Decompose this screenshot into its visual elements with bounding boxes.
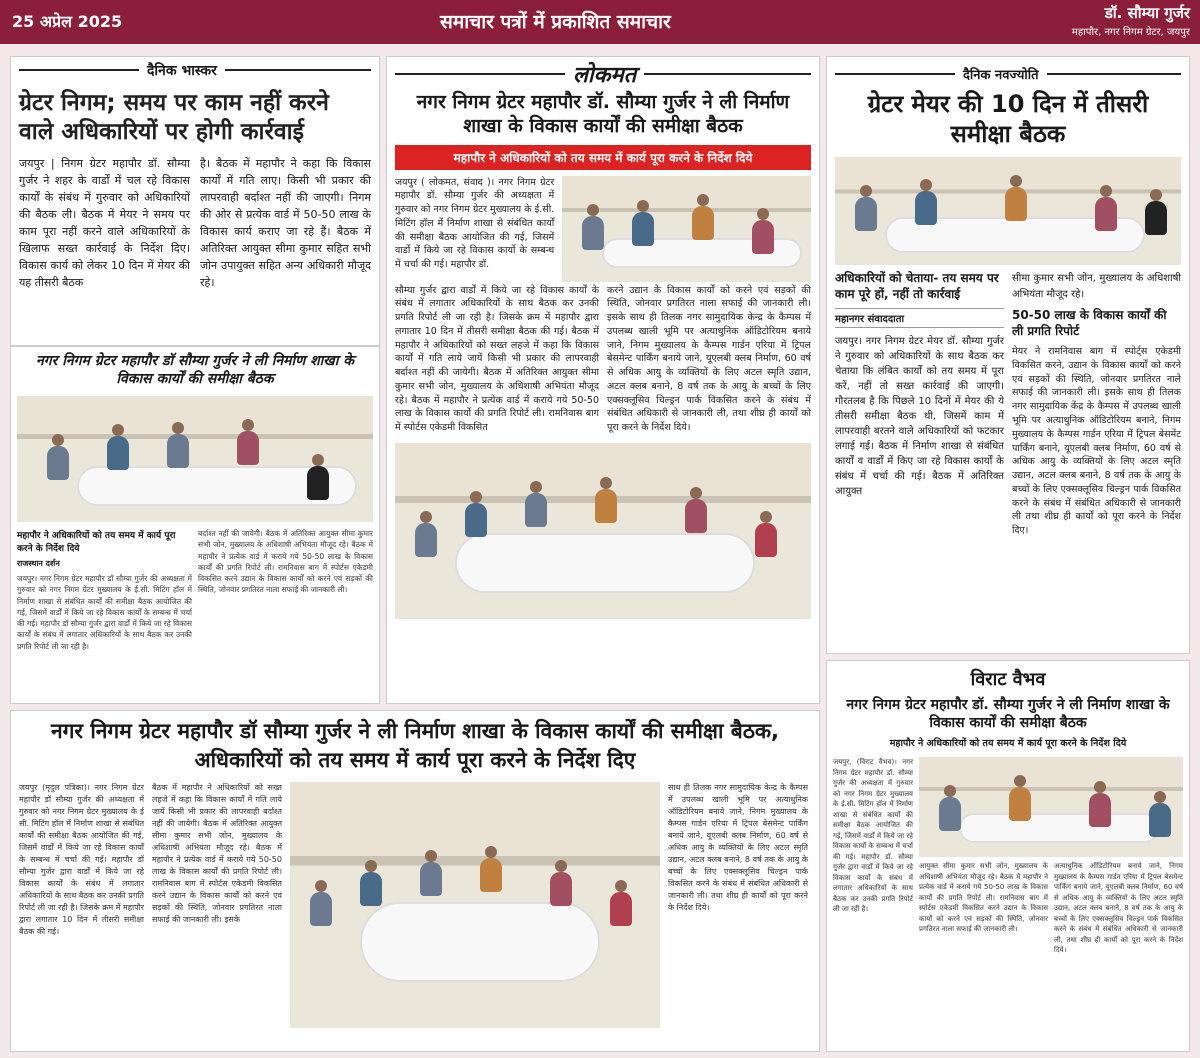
meeting-photo — [290, 782, 660, 1028]
bhaskar-masthead: दैनिक भास्कर — [139, 61, 225, 80]
clipping-lokmat — [386, 56, 820, 704]
navjyoti-subhead1: अधिकारियों को चेताया- तय समय पर काम पूरे हों, नहीं तो कार्रवाई — [835, 271, 999, 301]
bhaskar-headline: ग्रेटर निगम; समय पर काम नहीं करने वाले अधिकारियों पर होगी कार्रवाई — [19, 90, 329, 145]
meeting-photo — [395, 443, 811, 619]
virat-headline: नगर निगम ग्रेटर महापौर डॉ. सौम्या गुर्जर ने ली निर्माण शाखा के विकास कार्यों की समीक्षा बैठक — [846, 697, 1170, 731]
bhaskar-col2: है। बैठक में महापौर ने कहा कि विकास कार्यों में गति लाए। किसी भी प्रकार की लापरवाही बर्दाश्त नहीं की जाएगी। निगम की ओर से प्रत्येक वार्ड में 50-50 लाख के विकास कार्य कराए जा रहे हैं। बैठक में अतिरिक्त आयुक्त सीमा कुमार सहित सभी जोन उपायुक्त सहित अन्य अधिकारी मौजूद रहे। — [200, 156, 371, 289]
header-date: 25 अप्रेल 2025 — [12, 12, 123, 31]
page-header — [0, 0, 1200, 44]
rajasthan-col1: जयपुर। नगर निगम ग्रेटर महापौर डॉ सौम्या गुर्जर की अध्यक्षता में गुरुवार को नगर निगम ग्रेटर मुख्यालय के ई.सी. मिटिंग हॉल में निर्माण शाखा से संबंधित कार्यों की समीक्षा बैठक आयोजित की गई, जिसमें वार्डों में किये जा रहे विकास कार्यों के सम्बन्ध में चर्चा की गई। महापौर डॉ सौम्या गुर्जर द्वारा वार्डों में किये जा रहे विकास कार्यों के संबंध में लगातार अधिकारियों के साथ बैठक कर उनकी प्रगति रिपोर्ट ली जा रही है। — [17, 574, 192, 651]
lokmat-col1: जयपुर ( लोकमत, संवाद )। नगर निगम ग्रेटर महापौर डॉ. सौम्या गुर्जर की अध्यक्षता में गुरुवार को नगर निगम ग्रेटर मुख्यालय के ई.सी. मिटिंग हॉल में निर्माण शाखा से संबंधित कार्यों की समीक्षा बैठक आयोजित की गई, जिसमें वार्डो में किये जा रहे विकास कार्यो के सम्बन्ध में चर्चा की गई। महापौर डॉ. — [395, 176, 555, 271]
mridul-col1: जयपुर (मृदुल पत्रिका)। नगर निगम ग्रेटर महापौर डॉ सौम्या गुर्जर की अध्यक्षता में गुरुवार को नगर निगम ग्रेटर मुख्यालय के ई सी. मिटिंग हॉल में निर्माण शाखा से संबंधित कार्यों की समीक्षा बैठक आयोजित की गई, जिसमें वार्डों में किये जा रहे विकास कार्यों के सम्बन्ध में चर्चा की गई। महापौर डॉ सौम्या गुर्जर द्वारा वार्डों में किये जा रहे विकास कार्यों के संबंध में लगातार अधिकारियों के साथ बैठक कर उनकी प्रगति रिपोर्ट ली जा रही है। जिसके क्रम में महापौर द्वारा लगातार 10 दिन में तीसरी समीक्षा बैठक की गई। — [19, 782, 144, 936]
virat-col3: अत्याधुनिक ऑडिटोरियम बनाये जाने, निगम मुख्यालय के कैम्पस गार्डन एरिया में ट्रिपल बेसमेन्ट पार्किंग बनाये जाने, यूएलबी क्लब निर्माण, 60 वर्ष से अधिक आयु के व्यक्तियों के लिए अटल स्मृति उद्यान, अटल क्लब बनाने, 8 वर्ष तक के आयु के बच्चों के लिए एक्सक्लूसिव चिल्ड्रन पार्क विकसित करने के संबंध में संबंधित अधिकारी से जानकारी ली, तथा शीघ्र ही कार्यों को पूरा करने के निर्देश दिये। — [1054, 862, 1183, 954]
clipping-mridul — [10, 710, 820, 1052]
mridul-headline: नगर निगम ग्रेटर महापौर डॉ सौम्या गुर्जर ने ली निर्माण शाखा के विकास कार्यों की समीक्षा बैठक, अधिकारियों को तय समय में कार्य पूरा करने के निर्देश दिए — [50, 719, 780, 773]
navjyoti-col1: जयपुर। नगर निगम ग्रेटर मेयर डॉ. सौम्या गुर्जर ने गुरुवार को अधिकारियों के साथ बैठक कर चेताया कि लंबित कार्यों को तय समय में पूरा करें, नहीं तो सख्त कार्रवाई की जाएगी। गौरतलब है कि पिछले 10 दिनों में मेयर की ये तीसरी समीक्षा बैठक थी, जिसमें काम में लापरवाही बरतने वाले अधिकारियों को फटकार लगाई गई। बैठक में निर्माण शाखा से संबंधित कार्यों व वार्डों में किए जा रहे विकास कार्यों के संबंध में चर्चा की गई। बैठक में अतिरिक्त आयुक्त — [835, 336, 1004, 498]
mridul-col2: बैठक में महापौर ने अधिकारियों को सख्त लहजे में कहा कि विकास कार्यों में गति लाये जायें किसी भी प्रकार की लापरवाही बर्दाश्त नहीं की जायेगी। बैठक में अतिरिक्त आयुक्त सीमा कुमार सभी जोन, मुख्यालय के अधिशाषी अभियंता मौजूद रहे। बैठक में महापौर ने प्रत्येक वार्ड में कराये गये 50-50 लाख के विकास कार्यों की प्रगति रिपोर्ट ली। रामनिवास बाग में स्पोर्टस एकेडमी विकसित करने उद्यान के विकास कार्यों को करने एवं सड़कों की स्थिति, जोनवार प्रगतिरत नाला सफाई की जानकारी ली। इसके — [152, 782, 282, 924]
meeting-photo — [835, 157, 1181, 265]
header-title: समाचार पत्रों में प्रकाशित समाचार — [440, 11, 671, 33]
navjyoti-subhead2: 50-50 लाख के विकास कार्यों की ली प्रगति रिपोर्ट — [1012, 308, 1167, 338]
virat-masthead: विराट वैभव — [970, 669, 1046, 690]
header-name: डॉ. सौम्या गुर्जर — [1104, 4, 1190, 22]
clipping-bhaskar — [10, 56, 380, 346]
lokmat-headline: नगर निगम ग्रेटर महापौर डॉ. सौम्या गुर्जर ने ली निर्माण शाखा के विकास कार्यों की समीक्षा बैठक — [416, 91, 790, 137]
rajasthan-byline: राजस्थान दर्शन — [17, 559, 60, 568]
navjyoti-masthead: दैनिक नवज्योति — [955, 65, 1047, 83]
virat-col1: जयपुर, (विराट वैभव)। नगर निगम ग्रेटर महापौर डॉ. सौम्या गुर्जर की अध्यक्षता में गुरुवार को नगर निगम ग्रेटर मुख्यालय के ई.सी. मिटिंग हॉल में निर्माण शाखा से संबंधित कार्यों की समीक्षा बैठक आयोजित की गई, जिसमें वार्डों में किये जा रहे विकास कार्यों के सम्बन्ध में चर्चा की गई। महापौर डॉ. सौम्या गुर्जर द्वारा वार्डों में किये जा रहे विकास कार्यों के संबंध में लगातार अधिकारियों के साथ बैठक कर उनकी प्रगति रिपोर्ट ली जा रही है। — [833, 758, 913, 913]
lokmat-masthead: लोकमत — [565, 59, 644, 89]
meeting-photo — [919, 757, 1183, 857]
virat-col2: आयुक्त सीमा कुमार सभी जोन, मुख्यालय के अधिशाषी अभियंता मौजूद रहे। बैठक में महापौर ने प्रत्येक वार्ड में कराये गये 50-50 लाख के विकास कार्यों की प्रगति रिपोर्ट ली। रामनिवास बाग में स्पोर्टस एकेडमी विकसित करने उद्यान के विकास कार्यों को करने एवं सड़कों की स्थिति, जोनवार प्रगतिरत नाला सफाई की जानकारी ली। — [919, 862, 1048, 933]
navjyoti-byline: महानगर संवाददाता — [835, 308, 1004, 328]
rajasthan-headline: नगर निगम ग्रेटर महापौर डॉ सौम्या गुर्जर ने ली निर्माण शाखा के विकास कार्यों की समीक्षा बैठक — [36, 353, 354, 387]
meeting-photo — [562, 176, 811, 282]
rajasthan-col2: बर्दाश्त नहीं की जायेगी। बैठक में अतिरिक्त आयुक्त सीमा कुमार सभी जोन, मुख्यालय के अधिशाषी अभियंता मौजूद रहे। बैठक में महापौर ने प्रत्येक वार्ड में कराये गये 50-50 लाख के विकास कार्यों की प्रगति रिपोर्ट ली। रामनिवास बाग में स्पोर्टस एकेडमी विकसित करने उद्यान के विकास कार्यों को करने एवं सड़कों की स्थिति, जोनवार प्रगतिरत नाला सफाई की जानकारी ली। — [198, 529, 373, 595]
navjyoti-headline: ग्रेटर मेयर की 10 दिन में तीसरी समीक्षा बैठक — [867, 90, 1149, 148]
meeting-photo — [17, 396, 373, 522]
lokmat-col2: सौम्या गुर्जर द्वारा वार्डों में किये जा रहे विकास कार्यों के संबंध में लगातार अधिकारियों के साथ बैठक कर उनकी प्रगति रिपोर्ट ली जा रही है। जिसके क्रम में महापौर द्वारा लगातार 10 दिन में तीसरी समीक्षा बैठक की गई। बैठक में महापौर ने अधिकारियों को सख्त लहजे में कहा कि विकास कार्यों में गति लाये जायें किसी भी प्रकार की लापरवाही बर्दाश्त नहीं की जायेगी। बैठक में अतिरिक्त आयुक्त सीमा कुमार सभी जोन, मुख्यालय के अधिशाषी अभियंता मौजूद रहे। बैठक में महापौर ने प्रत्येक वार्ड में कराये गये 50-50 लाख के विकास कार्यो की प्रगति रिपोर्ट ली। रामनिवास बाग में स्पोर्टस एकेडमी विकसित — [395, 284, 599, 434]
bhaskar-col1: जयपुर | निगम ग्रेटर महापौर डॉ. सौम्या गुर्जर ने शहर के वार्डों में चल रहे विकास कार्यों के संबंध में गुरुवार को अधिकारियों की बैठक ली। बैठक में मेयर ने समय पर काम पूरा नहीं करने वाले अधिकारियों के खिलाफ सख्त कार्रवाई के निर्देश दिए। विकास कार्य को लेकर 10 दिन में मेयर की यह तीसरी बैठक — [19, 156, 190, 289]
lokmat-subhead: महापौर ने अधिकारियों को तय समय में कार्य पूरा करने के निर्देश दिये — [395, 145, 811, 170]
virat-subhead: महापौर ने अधिकारियों को तय समय में कार्य पूरा करने के निर्देश दिये — [889, 738, 1127, 749]
lokmat-col3: करने उद्यान के विकास कार्यों को करने एवं सड़कों की स्थिति, जोनवार प्रगतिरत नाला सफाई की जानकारी ली। इसके साथ ही तिलक नगर सामुदायिक केन्द्र के कैम्पस में उपलब्ध खाली भूमि पर अत्याधुनिक ऑडिटोरियम बनाये जाने, निगम मुख्यालय के कैम्पस गार्डन एरिया में ट्रिपल बेसमेन्ट पार्किंग बनाये जाने, यूएलबी क्लब निर्माण, 60 वर्ष से अधिक आयु के व्यक्तियों के लिए अटल स्मृति उद्यान, अटल क्लब बनाने, 8 वर्ष तक के आयु के बच्चों के लिए एक्सक्लूसिव चिल्ड्रन पार्क विकसित करने के संबंध में संबंधित अधिकारी से जानकारी ली, तथा शीघ्र ही कार्यों को पूरा करने के निर्देश दिये। — [607, 284, 811, 434]
navjyoti-col2-top: सीमा कुमार सभी जोन, मुख्यालय के अधिशाषी अभियंता मौजूद रहे। — [1012, 273, 1181, 300]
clipping-virat — [826, 660, 1190, 1052]
rajasthan-subhead: महापौर ने अधिकारियों को तय समय में कार्य पूरा करने के निर्देश दिये — [17, 531, 176, 554]
mridul-col3: साथ ही तिलक नगर सामुदायिक केन्द्र के कैम्पस में उपलब्ध खाली भूमि पर अत्याधुनिक ऑडिटोरियम बनाये जाने, निगम मुख्यालय के कैम्पस गार्डन एरिया में ट्रिपल बेसमेन्ट पार्किंग बनाये जाने, यूएलबी क्लब निर्माण, 60 वर्ष से अधिक आयु के व्यक्तियों के लिए अटल स्मृति उद्यान, अटल क्लब बनाने, 8 वर्ष तक के आयु के बच्चों के लिए एक्सक्लूसिव चिल्ड्रन पार्क विकसित करने के संबंध में संबंधित अधिकारी से जानकारी ली। तथा शीघ्र ही कार्यों को पूरा करने के निर्देश दिये। — [668, 782, 808, 912]
header-designation: महापौर, नगर निगम ग्रेटर, जयपुर — [1071, 27, 1190, 38]
navjyoti-col2: मेयर ने रामनिवास बाग में स्पोर्ट्स एकेडमी विकसित करने, उद्यान के विकास कार्यों को करने एवं सड़कों की स्थिति, जोनवार प्रगतिरत नाले सफाई की जानकारी ली। इसके साथ ही तिलक नगर सामुदायिक केंद्र के कैम्पस में उपलब्ध खाली भूमि पर अत्याधुनिक ऑडिटोरियम बनाने, निगम मुख्यालय के कैम्पस गार्डन एरिया में ट्रिपल बेसमेंट पार्किंग बनाने, यूएलबी क्लब निर्माण, 60 वर्ष से अधिक आयु के व्यक्तियों के लिए अटल स्मृति उद्यान, अटल क्लब बनाने, 8 वर्ष तक के आयु के बच्चों के लिए एक्सक्लूसिव चिल्ड्रन पार्क विकसित करने के संबंध में संबंधित अधिकारी से जानकारी ली तथा शीघ्र ही कार्यों को पूरा करने के निर्देश दिए। — [1012, 346, 1181, 537]
clipping-navjyoti — [826, 56, 1190, 654]
clipping-rajasthan — [10, 346, 380, 704]
